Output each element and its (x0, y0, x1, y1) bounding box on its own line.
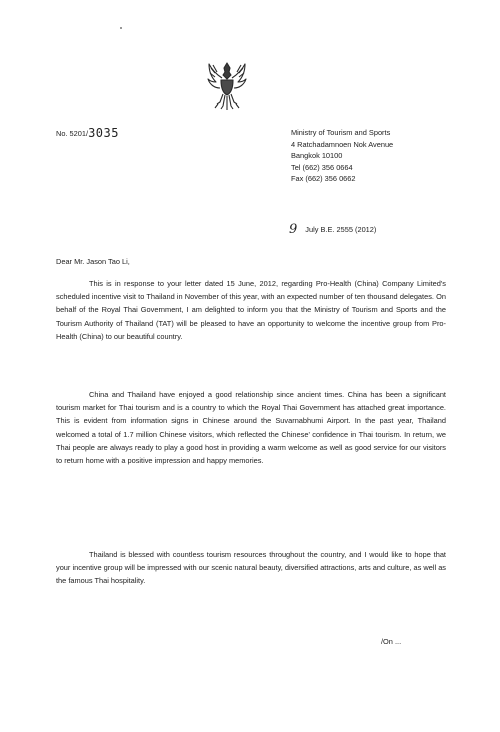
garuda-emblem-icon (206, 60, 248, 112)
address-line: Ministry of Tourism and Sports (291, 128, 391, 137)
reference-number (56, 126, 119, 140)
date-month-year: July B.E. 2555 (2012) (305, 225, 377, 234)
address-line: Tel (662) 356 0664 (291, 162, 353, 172)
letter-date (289, 222, 376, 237)
salutation: Dear Mr. Jason Tao Li, (56, 257, 130, 266)
sender-address (291, 127, 393, 185)
scan-speck (120, 27, 122, 29)
date-handwritten-day: 9 (289, 222, 298, 237)
body-paragraph-2: China and Thailand have enjoyed a good relationship since ancient times. China has been a significant tourism market for Thai tourism and is a country to which the Royal Thai Government has attached great importance. This is evident from information signs in Chinese around the Suvarnabhumi Airport. In the past year, Thailand welcomed a total of 1.7 million Chinese visitors, which reflected the Chinese' confidence in Thai tourism. In return, we Thai people are always ready to play a good host in providing a warm welcome as well as good service for our visitors to return home with a positive impression and happy memories. (56, 390, 446, 466)
body-paragraph-1: This is in response to your letter dated 15 June, 2012, regarding Pro-Health (China) Company Limited's scheduled incentive visit to Thailand in November of this year, with an expected number of ten thousand delegates. On behalf of the Royal Thai Government, I am delighted to inform you that the Ministry of Tourism and Sports and the Tourism Authority of Thailand (TAT) will be pleased to have an opportunity to welcome the incentive group from Pro-Health (China) to our beautiful country. (56, 279, 446, 341)
address-line: Fax (662) 356 0662 (291, 174, 356, 184)
address-line: 4 Ratchadamnoen Nok Avenue (291, 139, 394, 149)
reference-prefix: No. 5201/ (56, 129, 89, 138)
body-paragraph-3: Thailand is blessed with countless tourism resources throughout the country, and I would like to hope that your incentive group will be impressed with our scenic natural beauty, diversified attractions, arts and culture, as well as the famous Thai hospitality. (56, 550, 446, 586)
reference-handwritten-number: 3035 (88, 126, 119, 140)
address-line: Bangkok 10100 (291, 151, 343, 161)
continuation-marker: /On ... (381, 637, 402, 646)
